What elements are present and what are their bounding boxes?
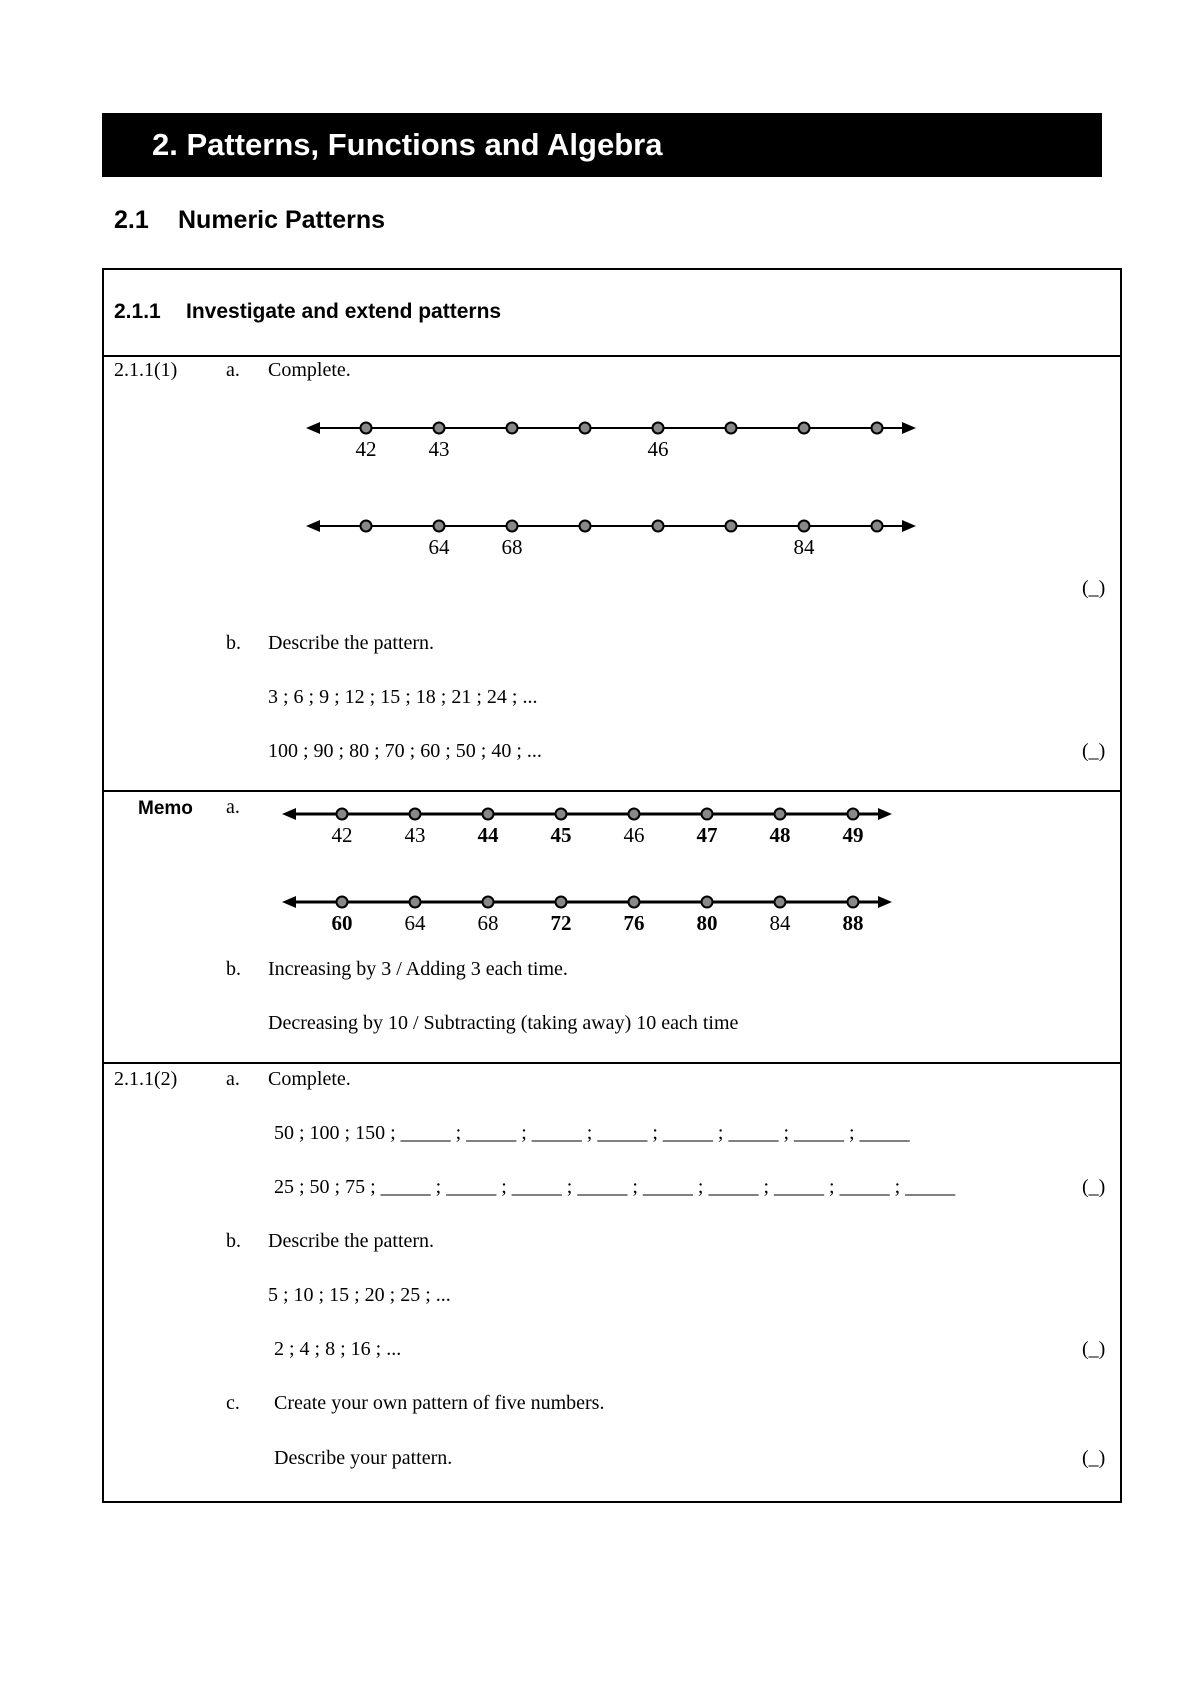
subsection-heading (114, 300, 501, 324)
right-arrowhead (878, 808, 892, 820)
number-line-label: 88 (842, 911, 864, 935)
number-line-point (775, 897, 786, 908)
fill-in-sequence: 50 ; 100 ; 150 ; _____ ; _____ ; _____ ; _____ ; _____ ; _____ ; _____ ; _____ (274, 1122, 910, 1144)
number-line-label: 48 (769, 823, 791, 847)
pattern-sequence: 3 ; 6 ; 9 ; 12 ; 15 ; 18 ; 21 ; 24 ; ... (268, 686, 538, 708)
part-a-instruction: Complete. (268, 1068, 351, 1090)
subsection-number: 2.1.1 (114, 300, 161, 323)
left-arrowhead (282, 808, 296, 820)
part-c-instruction: Describe your pattern. (274, 1447, 453, 1469)
part-a-letter: a. (226, 359, 240, 381)
memo-label: Memo (138, 798, 193, 819)
memo-number-line-1 (276, 796, 906, 856)
part-b-letter: b. (226, 1230, 241, 1252)
number-line-point (848, 809, 859, 820)
part-c-instruction: Create your own pattern of five numbers. (274, 1392, 605, 1414)
number-line-label: 72 (550, 911, 572, 935)
number-line-label: 60 (331, 911, 353, 935)
number-line-point (580, 423, 591, 434)
number-line-point (337, 809, 348, 820)
number-line-label: 42 (331, 823, 353, 847)
number-line-point (629, 809, 640, 820)
number-line-point (799, 423, 810, 434)
number-line-point (507, 423, 518, 434)
number-line-point (410, 897, 421, 908)
number-line-point (337, 897, 348, 908)
number-line-point (483, 809, 494, 820)
number-line-label: 46 (647, 437, 669, 461)
number-line-point (434, 521, 445, 532)
number-line-point (726, 423, 737, 434)
number-line-point (872, 521, 883, 532)
section-title (114, 206, 385, 235)
memo-answer: Decreasing by 10 / Subtracting (taking away) 10 each time (268, 1012, 739, 1034)
number-line-label: 44 (477, 823, 499, 847)
number-line-label: 84 (769, 911, 791, 935)
number-line-2 (300, 508, 930, 568)
number-line-label: 43 (428, 437, 450, 461)
memo-part-a-letter: a. (226, 796, 240, 818)
fill-in-sequence: 25 ; 50 ; 75 ; _____ ; _____ ; _____ ; _____ ; _____ ; _____ ; _____ ; _____ ; _____ (274, 1176, 956, 1198)
memo-number-line-2 (276, 884, 906, 944)
question-id: 2.1.1(2) (114, 1068, 178, 1090)
marks-box: (_) (1082, 577, 1106, 599)
number-line-point (580, 521, 591, 532)
number-line-label: 47 (696, 823, 718, 847)
part-a-instruction: Complete. (268, 359, 351, 381)
memo-part-b-letter: b. (226, 958, 241, 980)
right-arrowhead (902, 422, 916, 434)
number-line-1 (300, 410, 930, 470)
number-line-label: 42 (355, 437, 377, 461)
number-line-point (726, 521, 737, 532)
right-arrowhead (902, 520, 916, 532)
chapter-banner: 2. Patterns, Functions and Algebra (102, 113, 1102, 177)
left-arrowhead (282, 896, 296, 908)
number-line-label: 64 (404, 911, 426, 935)
part-b-letter: b. (226, 632, 241, 654)
number-line-point (434, 423, 445, 434)
memo-answer: Increasing by 3 / Adding 3 each time. (268, 958, 568, 980)
number-line-label: 68 (477, 911, 499, 935)
number-line-label: 68 (501, 535, 523, 559)
left-arrowhead (306, 422, 320, 434)
number-line-point (702, 897, 713, 908)
number-line-point (556, 809, 567, 820)
number-line-label: 84 (793, 535, 815, 559)
number-line-label: 76 (623, 911, 645, 935)
number-line-point (629, 897, 640, 908)
number-line-point (361, 521, 372, 532)
part-c-letter: c. (226, 1392, 240, 1414)
number-line-label: 49 (842, 823, 864, 847)
part-b-instruction: Describe the pattern. (268, 632, 435, 654)
marks-box: (_) (1082, 1447, 1106, 1469)
left-arrowhead (306, 520, 320, 532)
marks-box: (_) (1082, 740, 1106, 762)
number-line-point (507, 521, 518, 532)
number-line-point (556, 897, 567, 908)
number-line-point (775, 809, 786, 820)
number-line-point (653, 521, 664, 532)
pattern-sequence: 100 ; 90 ; 80 ; 70 ; 60 ; 50 ; 40 ; ... (268, 740, 542, 762)
number-line-point (483, 897, 494, 908)
number-line-point (653, 423, 664, 434)
subsection-title: Investigate and extend patterns (186, 300, 502, 323)
number-line-label: 46 (623, 823, 645, 847)
row-divider (102, 790, 1122, 792)
number-line-point (410, 809, 421, 820)
number-line-point (702, 809, 713, 820)
number-line-point (799, 521, 810, 532)
section-number: 2.1 (114, 206, 149, 234)
number-line-label: 45 (550, 823, 572, 847)
number-line-label: 64 (428, 535, 450, 559)
question-id: 2.1.1(1) (114, 359, 178, 381)
right-arrowhead (878, 896, 892, 908)
pattern-sequence: 2 ; 4 ; 8 ; 16 ; ... (274, 1338, 402, 1360)
part-a-letter: a. (226, 1068, 240, 1090)
marks-box: (_) (1082, 1176, 1106, 1198)
number-line-point (848, 897, 859, 908)
part-b-instruction: Describe the pattern. (268, 1230, 435, 1252)
number-line-label: 43 (404, 823, 426, 847)
number-line-point (361, 423, 372, 434)
row-divider (102, 1062, 1122, 1064)
row-divider (102, 355, 1122, 357)
pattern-sequence: 5 ; 10 ; 15 ; 20 ; 25 ; ... (268, 1284, 451, 1306)
marks-box: (_) (1082, 1338, 1106, 1360)
number-line-label: 80 (696, 911, 718, 935)
section-title-text: Numeric Patterns (178, 206, 386, 234)
number-line-point (872, 423, 883, 434)
